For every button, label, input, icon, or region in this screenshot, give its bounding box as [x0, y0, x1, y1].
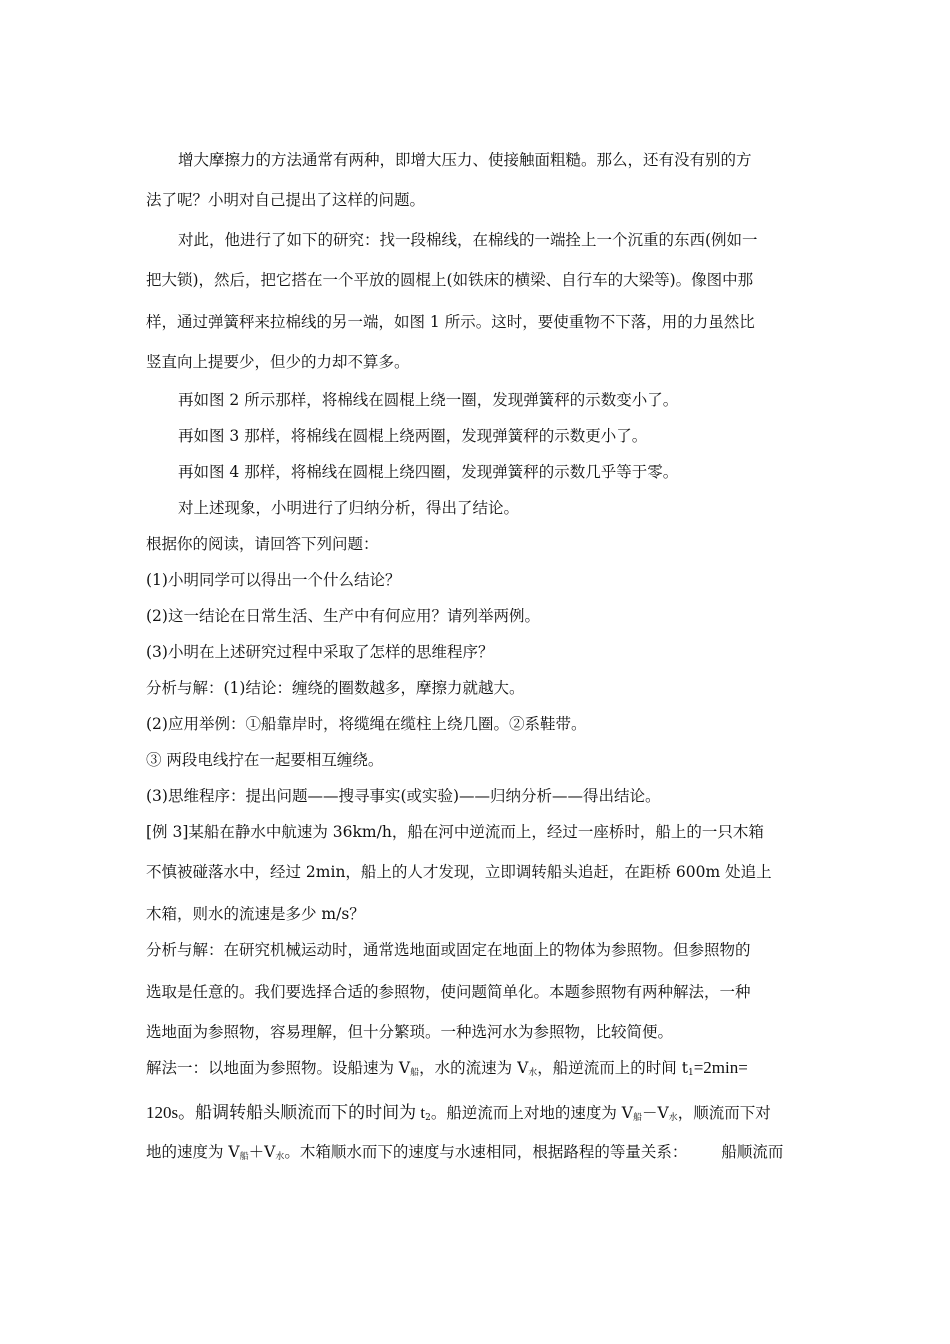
solution-1-line-3-part-a: 地的速度为 V [146, 1143, 240, 1161]
solution-1-line-3-part-d: 船顺流而 [721, 1143, 784, 1161]
solution-1-line-2-part-c: －V [641, 1104, 669, 1122]
subscript-2: 2 [425, 1113, 431, 1123]
analysis-line-3: ③ 两段电线拧在一起要相互缠绕。 [146, 751, 384, 769]
paragraph-2-line-1: 对此，他进行了如下的研究：找一段棉线，在棉线的一端拴上一个沉重的东西(例如一 [178, 231, 758, 249]
solution-1-line-1-part-c: ，船逆流而上的时间 t [537, 1059, 688, 1077]
paragraph-6: 对上述现象，小明进行了归纳分析，得出了结论。 [178, 499, 520, 517]
analysis-line-2: (2)应用举例：①船靠岸时，将缆绳在缆柱上绕几圈。②系鞋带。 [146, 715, 587, 733]
paragraph-3: 再如图 2 所示那样，将棉线在圆棍上绕一圈，发现弹簧秤的示数变小了。 [178, 391, 679, 409]
solution-1-line-2-part-d: ，顺流而下对 [677, 1104, 771, 1122]
analysis-2-line-2: 选取是任意的。我们要选择合适的参照物，使问题简单化。本题参照物有两种解法，一种 [146, 983, 751, 1001]
paragraph-5: 再如图 4 那样，将棉线在圆棍上绕四圈，发现弹簧秤的示数几乎等于零。 [178, 463, 679, 481]
paragraph-1-line-2: 法了呢？小明对自己提出了这样的问题。 [146, 191, 426, 209]
question-2: (2)这一结论在日常生活、生产中有何应用？请列举两例。 [146, 607, 540, 625]
example-3-line-2: 不慎被碰落水中，经过 2min，船上的人才发现，立即调转船头追赶，在距桥 600m 处追上 [146, 863, 772, 881]
solution-1-line-1-part-d: =2min= [693, 1058, 748, 1077]
solution-1-line-1-part-a: 解法一：以地面为参照物。设船速为 V [146, 1059, 411, 1077]
example-3-line-1: [例 3]某船在静水中航速为 36km/h，船在河中逆流而上，经过一座桥时，船上的一只木箱 [146, 823, 764, 841]
paragraph-2-line-3: 样，通过弹簧秤来拉棉线的另一端，如图 1 所示。这时，要使重物不下落，用的力虽然比 [146, 313, 755, 331]
question-3: (3)小明在上述研究过程中采取了怎样的思维程序？ [146, 643, 494, 661]
solution-1-line-1-part-b: ，水的流速为 V [419, 1059, 529, 1077]
paragraph-1-line-1: 增大摩擦力的方法通常有两种，即增大压力、使接触面粗糙。那么，还有没有别的方 [178, 151, 752, 169]
subscript-water: 水 [528, 1068, 538, 1078]
subscript-water: 水 [275, 1152, 285, 1162]
subscript-1: 1 [687, 1068, 694, 1078]
solution-1-line-1 [146, 1056, 748, 1078]
solution-1-line-3-part-b: ＋V [248, 1143, 276, 1161]
subscript-boat: 船 [632, 1113, 642, 1123]
subscript-water: 水 [668, 1113, 678, 1123]
question-1: (1)小明同学可以得出一个什么结论？ [146, 571, 401, 589]
analysis-2-line-1: 分析与解：在研究机械运动时，通常选地面或固定在地面上的物体为参照物。但参照物的 [146, 941, 751, 959]
solution-1-line-3 [146, 1140, 783, 1162]
subscript-boat: 船 [410, 1068, 420, 1078]
subscript-boat: 船 [239, 1152, 249, 1162]
analysis-line-1: 分析与解：(1)结论：缠绕的圈数越多，摩擦力就越大。 [146, 679, 525, 697]
questions-prompt: 根据你的阅读，请回答下列问题： [146, 535, 379, 553]
example-3-line-3: 木箱，则水的流速是多少 m/s？ [146, 905, 365, 923]
solution-1-line-3-part-c: 。木箱顺水而下的速度与水速相同，根据路程的等量关系： [284, 1143, 688, 1161]
solution-1-line-2-part-b: 。船逆流而上对地的速度为 V [430, 1104, 633, 1122]
paragraph-2-line-4: 竖直向上提要少，但少的力却不算多。 [146, 353, 410, 371]
analysis-line-4: (3)思维程序：提出问题——搜寻事实(或实验)——归纳分析——得出结论。 [146, 787, 661, 805]
paragraph-2-line-2: 把大锁)，然后，把它搭在一个平放的圆棍上(如铁床的横梁、自行车的大梁等)。像图中那 [146, 271, 754, 289]
solution-1-line-2-part-a: 120s。船调转船头顺流而下的时间为 t [146, 1103, 426, 1122]
paragraph-4: 再如图 3 那样，将棉线在圆棍上绕两圈，发现弹簧秤的示数更小了。 [178, 427, 648, 445]
analysis-2-line-3: 选地面为参照物，容易理解，但十分繁琐。一种选河水为参照物，比较简便。 [146, 1023, 674, 1041]
solution-1-line-2 [146, 1098, 771, 1123]
